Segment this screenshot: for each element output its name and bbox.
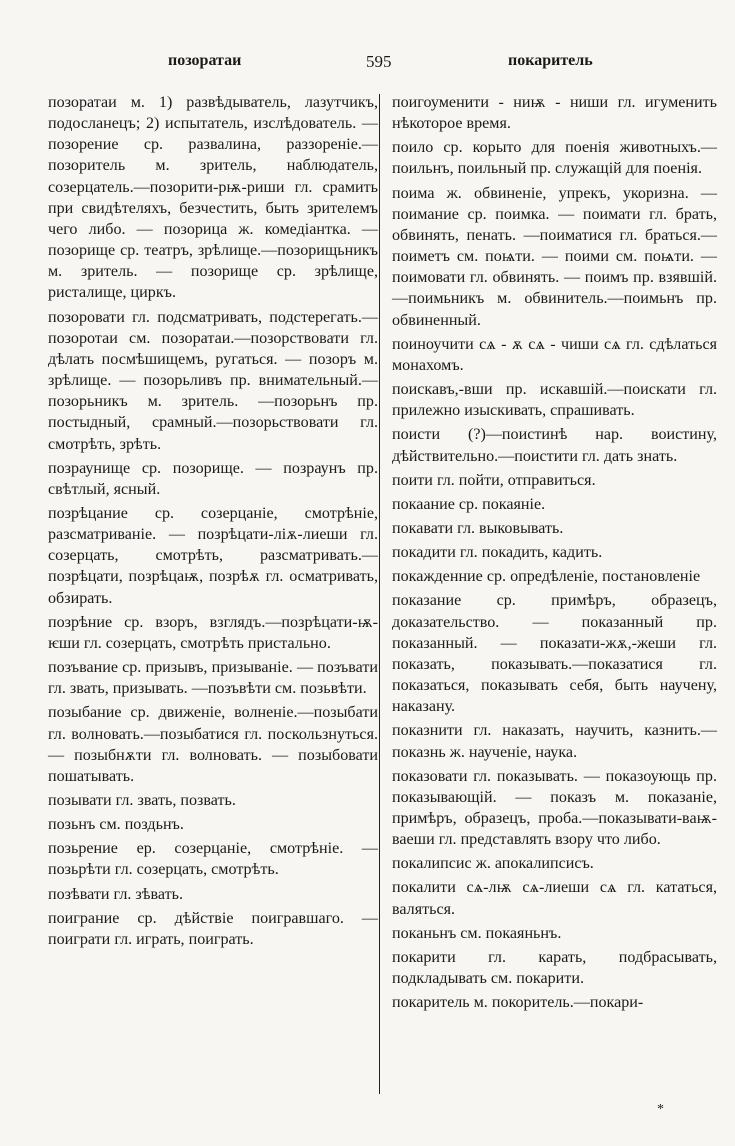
dictionary-entry: покалити сѧ-лѭ сѧ-лиеши сѧ гл. кататься, валяться. xyxy=(392,879,717,918)
dictionary-entry: поити гл. пойти, отправиться. xyxy=(392,471,596,489)
dictionary-entry: покавати гл. выковывать. xyxy=(392,519,564,537)
dictionary-entry: покадити гл. покадить, кадить. xyxy=(392,544,603,562)
column-divider xyxy=(379,94,380,1094)
dictionary-entry: поиграние ср. дѣйствіе поигравшаго. —поиграти гл. играть, поиграть. xyxy=(48,909,378,948)
dictionary-entry: позрѣние ср. взоръ, взглядъ.—позрѣцати-ѭ-ѥши гл. созерцать, смотрѣть пристально. xyxy=(48,613,378,652)
header-right-headword: покаритель xyxy=(508,52,593,69)
header-left-headword: позоратаи xyxy=(168,52,242,69)
dictionary-entry: поисти (?)—поистинѣ нар. воистину, дѣйствительно.—поистити гл. дать знать. xyxy=(392,426,717,465)
dictionary-entry: поиноучити сѧ - ѫ сѧ - чиши сѧ гл. сдѣлаться монахомъ. xyxy=(392,335,717,374)
dictionary-entry: позоровати гл. подсматривать, подстерегать.—позоротаи см. позоратаи.—позорствовати гл. дѣлать посмѣшищемъ, ругаться. — позоръ м. зрѣлище. — позорьливъ пр. внимательный.—позорьникъ м. зритель. —позорьнъ пр. постыдный, срамный.—позорьствовати гл. смотрѣть, зрѣть. xyxy=(48,308,378,453)
footnote-marker: * xyxy=(657,1102,664,1117)
dictionary-entry: покажденние ср. опредѣленіе, постановленіе xyxy=(392,568,701,586)
dictionary-entry: позѣвати гл. зѣвать. xyxy=(48,885,184,903)
dictionary-entry: поигоуменити - ниѭ - ниши гл. игуменить нѣкоторое время. xyxy=(392,94,717,133)
dictionary-entry: позыбание ср. движеніе, волненіе.—позыбати гл. волновать.—позыбатися гл. поскользнуться. — позыбнѫти гл. волновать. — позыбовати пошатывать. xyxy=(48,704,378,785)
dictionary-entry: покарити гл. карать, подбрасывать, подкладывать см. покарити. xyxy=(392,948,717,988)
dictionary-entry: поило ср. корыто для поенія животныхъ.—поильнъ, поильный пр. служащій для поенія. xyxy=(392,139,717,178)
dictionary-entry: позьрение ер. созерцаніе, смотрѣніе. —позьрѣти гл. созерцать, смотрѣть. xyxy=(48,840,378,879)
dictionary-entry: показовати гл. показывать. — показоующь пр. показывающій. — показъ м. показаніе, примѣръ, образецъ, проба.—показывати-ваѭ-ваеши гл. представлять взору что либо. xyxy=(392,767,717,849)
dictionary-entry: поканьнъ см. покаяньнъ. xyxy=(392,924,562,942)
dictionary-entry: показнити гл. наказать, научить, казнить.—показнь ж. наученіе, наука. xyxy=(392,722,717,761)
dictionary-entry: покаание ср. покаяніе. xyxy=(392,495,546,513)
running-header xyxy=(0,52,735,78)
right-column xyxy=(392,92,717,1016)
dictionary-entry: позрѣцание ср. созерцаніе, смотрѣніе, разсматриваніе. — позрѣцати-ліѫ-лиеши гл. созерцать, смотрѣть, разсматривать.—позрѣцати, позрѣцаѭ, позрѣѫ гл. осматривать, обзирать. xyxy=(48,504,378,607)
left-column xyxy=(48,92,378,953)
dictionary-entry: позывати гл. звать, позвать. xyxy=(48,792,236,809)
dictionary-entry: покалипсис ж. апокалипсисъ. xyxy=(392,855,594,873)
dictionary-entry: поима ж. обвиненіе, упрекъ, укоризна. — поимание ср. поимка. — поимати гл. брать, обвинять, пенать. —пoиматися гл. браться.—поиметъ см. поѩти. — поими см. поѩти. — поимовати гл. обвинять. — поимъ пр. взявшій.—поимьникъ м. обвинитель.—поимьнъ пр. обвиненный. xyxy=(392,184,717,329)
dictionary-entry: позъвание ср. призывъ, призываніе. — позъвати гл. звать, призывать. —позъвѣти см. позьвѣти. xyxy=(48,659,378,698)
dictionary-entry: позоратаи м. 1) развѣдыватель, лазутчикъ, подосланецъ; 2) испытатель, изслѣдователь. — позорение ср. развалина, раззореніе.—позоритель м. зритель, наблюдатель, созерцатель.—позорити-рѭ-риши гл. срамить при свидѣтеляхъ, безчестить, быть зрителемъ чего либо. — позорица ж. комедіантка. — позорище ср. театръ, зрѣлище.—позорищьникъ м. зритель. — позорище ср. зрѣлище, ристалище, циркъ. xyxy=(48,94,378,302)
dictionary-entry: позьнъ см. поздьнъ. xyxy=(48,816,184,834)
dictionary-entry: позраунище ср. позорище. — позраунъ пр. свѣтлый, ясный. xyxy=(48,459,378,498)
dictionary-entry: показание ср. примѣръ, образецъ, доказательство. — показанный пр. показанный. — показати-жѫ,-жеши гл. показать, показывать.—показатися гл. показаться, показывать себя, быть научену, наказану. xyxy=(392,592,717,716)
page-number: 595 xyxy=(366,52,392,71)
dictionary-entry: покаритель м. покоритель.—покари- xyxy=(392,994,644,1012)
dictionary-entry: поискавъ,-вши пр. искавшій.—поискати гл. прилежно изыскивать, спрашивать. xyxy=(392,381,717,420)
